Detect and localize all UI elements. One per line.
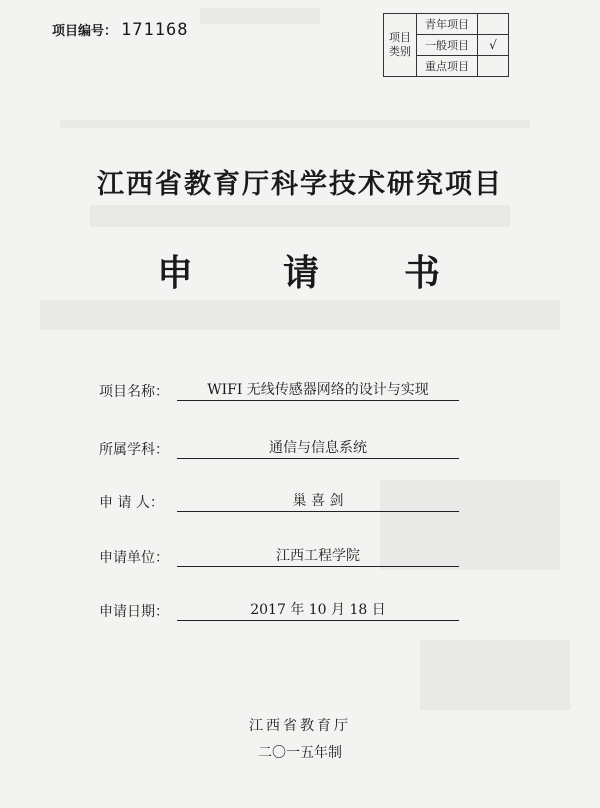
category-mark-key (478, 56, 509, 77)
subtitle-char-2: 请 (283, 252, 320, 294)
field-label: 申请日期： (99, 604, 169, 620)
subtitle-char-3: 书 (404, 252, 441, 294)
form-edition: 二〇一五年制 (258, 745, 342, 761)
bleed-mark (200, 8, 320, 24)
field-value: WIFI 无线传感器网络的设计与实现 (177, 379, 459, 401)
field-project-name (99, 381, 429, 401)
subtitle-char-1: 申 (157, 252, 194, 294)
project-number-label: 项目编号： (52, 24, 118, 39)
field-label: 所属学科： (99, 442, 169, 458)
field-label: 申 请 人： (99, 495, 164, 511)
document-title: 江西省教育厅科学技术研究项目 (97, 169, 503, 200)
category-option-youth: 青年项目 (417, 14, 478, 35)
project-number-value: 171168 (121, 20, 189, 40)
field-applicant (99, 492, 344, 512)
bleed-mark (420, 640, 570, 710)
bleed-mark (60, 120, 530, 128)
field-label: 申请单位： (99, 550, 169, 566)
bleed-mark (90, 205, 510, 227)
field-value: 2017 年 10 月 18 日 (177, 599, 459, 621)
project-number (52, 20, 188, 40)
category-option-key: 重点项目 (417, 56, 478, 77)
field-value: 巢 喜 剑 (177, 490, 459, 512)
category-mark-youth (478, 14, 509, 35)
field-applicant-unit (99, 547, 360, 567)
bleed-mark (40, 300, 560, 330)
category-option-general: 一般项目 (417, 35, 478, 56)
project-category-table (383, 13, 509, 77)
field-discipline (99, 439, 367, 459)
category-mark-general: √ (478, 35, 509, 56)
category-header-text: 项目类别 (389, 31, 411, 58)
field-value: 江西工程学院 (177, 545, 459, 567)
field-application-date (99, 601, 386, 621)
issuing-authority: 江西省教育厅 (249, 718, 351, 734)
field-label: 项目名称： (99, 384, 169, 400)
category-header (384, 14, 417, 77)
field-value: 通信与信息系统 (177, 437, 459, 459)
